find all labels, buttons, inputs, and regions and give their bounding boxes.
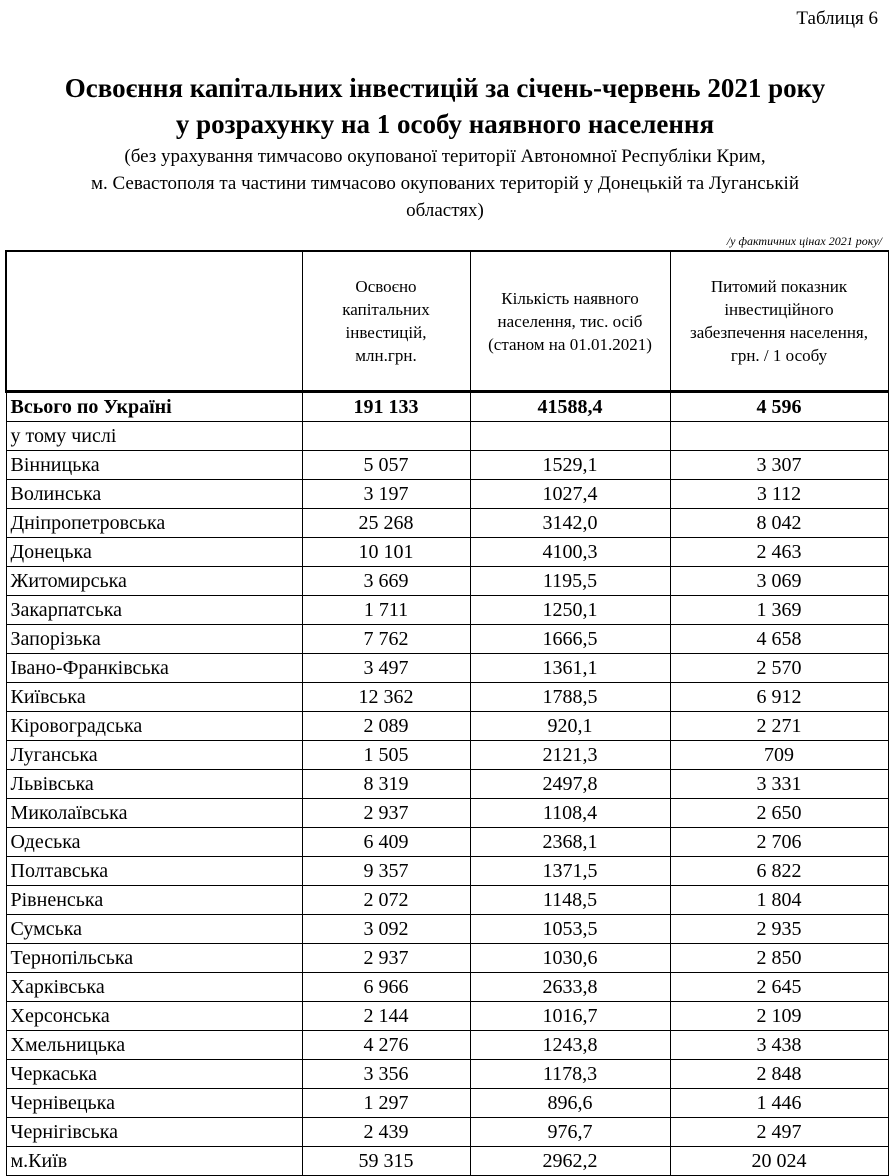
table-row bbox=[6, 1031, 888, 1060]
total-population: 41588,4 bbox=[470, 392, 670, 422]
title-line: Освоєння капітальних інвестицій за січень-червень 2021 року bbox=[64, 73, 826, 103]
invest-value: 2 937 bbox=[302, 944, 470, 973]
per-capita-value: 2 271 bbox=[670, 712, 888, 741]
population-value: 1371,5 bbox=[470, 857, 670, 886]
population-value: 1108,4 bbox=[470, 799, 670, 828]
per-capita-value: 2 463 bbox=[670, 538, 888, 567]
per-capita-value: 2 935 bbox=[670, 915, 888, 944]
region-name: Хмельницька bbox=[6, 1031, 302, 1060]
table-row bbox=[6, 509, 888, 538]
invest-value: 5 057 bbox=[302, 451, 470, 480]
table-row bbox=[6, 480, 888, 509]
population-value: 2497,8 bbox=[470, 770, 670, 799]
invest-value: 2 089 bbox=[302, 712, 470, 741]
header-per-capita bbox=[670, 251, 888, 392]
header-text: забезпечення населення, bbox=[690, 323, 868, 342]
region-name: Тернопільська bbox=[6, 944, 302, 973]
table-row bbox=[6, 1002, 888, 1031]
population-value: 1148,5 bbox=[470, 886, 670, 915]
header-text: грн. / 1 особу bbox=[730, 346, 828, 365]
table-row bbox=[6, 683, 888, 712]
table-row bbox=[6, 973, 888, 1002]
invest-value: 3 669 bbox=[302, 567, 470, 596]
invest-value: 1 711 bbox=[302, 596, 470, 625]
population-value: 1788,5 bbox=[470, 683, 670, 712]
invest-value: 2 937 bbox=[302, 799, 470, 828]
population-value: 1529,1 bbox=[470, 451, 670, 480]
population-value: 3142,0 bbox=[470, 509, 670, 538]
population-value: 1666,5 bbox=[470, 625, 670, 654]
per-capita-value: 2 850 bbox=[670, 944, 888, 973]
header-corner-cell bbox=[6, 251, 302, 392]
invest-value: 1 297 bbox=[302, 1089, 470, 1118]
page-subtitle bbox=[30, 143, 860, 224]
total-invest: 191 133 bbox=[302, 392, 470, 422]
invest-value: 8 319 bbox=[302, 770, 470, 799]
invest-value: 3 497 bbox=[302, 654, 470, 683]
region-name: Сумська bbox=[6, 915, 302, 944]
table-row bbox=[6, 625, 888, 654]
invest-value: 6 409 bbox=[302, 828, 470, 857]
table-row bbox=[6, 451, 888, 480]
table-row bbox=[6, 538, 888, 567]
region-name: Донецька bbox=[6, 538, 302, 567]
region-name: Кіровоградська bbox=[6, 712, 302, 741]
population-value: 2121,3 bbox=[470, 741, 670, 770]
per-capita-value: 1 446 bbox=[670, 1089, 888, 1118]
subtitle-line: (без урахування тимчасово окупованої території Автономної Республіки Крим, bbox=[124, 146, 766, 167]
invest-value: 10 101 bbox=[302, 538, 470, 567]
table-row bbox=[6, 770, 888, 799]
header-invest bbox=[302, 251, 470, 392]
header-text: Питомий показник bbox=[710, 277, 848, 296]
invest-value: 3 092 bbox=[302, 915, 470, 944]
title-line: у розрахунку на 1 особу наявного населення bbox=[175, 109, 715, 139]
table-row bbox=[6, 915, 888, 944]
per-capita-value: 2 570 bbox=[670, 654, 888, 683]
invest-value: 2 072 bbox=[302, 886, 470, 915]
table-row bbox=[6, 799, 888, 828]
invest-value: 1 505 bbox=[302, 741, 470, 770]
table-row bbox=[6, 828, 888, 857]
region-name: Житомирська bbox=[6, 567, 302, 596]
per-capita-value: 8 042 bbox=[670, 509, 888, 538]
subheader-label: у тому числі bbox=[6, 422, 302, 451]
region-name: Черкаська bbox=[6, 1060, 302, 1089]
per-capita-value: 3 307 bbox=[670, 451, 888, 480]
invest-value: 4 276 bbox=[302, 1031, 470, 1060]
population-value: 2633,8 bbox=[470, 973, 670, 1002]
total-per-capita: 4 596 bbox=[670, 392, 888, 422]
per-capita-value: 2 109 bbox=[670, 1002, 888, 1031]
invest-value: 2 439 bbox=[302, 1118, 470, 1147]
region-name: Харківська bbox=[6, 973, 302, 1002]
header-text: Освоєно bbox=[355, 277, 417, 296]
header-text: капітальних bbox=[342, 300, 430, 319]
population-value: 976,7 bbox=[470, 1118, 670, 1147]
region-name: Київська bbox=[6, 683, 302, 712]
table-number-label: Таблиця 6 bbox=[796, 8, 878, 29]
header-population bbox=[470, 251, 670, 392]
header-text: (станом на 01.01.2021) bbox=[488, 334, 652, 354]
per-capita-value: 3 069 bbox=[670, 567, 888, 596]
table-row bbox=[6, 1060, 888, 1089]
region-name: Одеська bbox=[6, 828, 302, 857]
table-row bbox=[6, 944, 888, 973]
total-name: Всього по Україні bbox=[6, 392, 302, 422]
header-text: населення, тис. осіб bbox=[497, 311, 643, 331]
empty-cell bbox=[470, 422, 670, 451]
region-name: Херсонська bbox=[6, 1002, 302, 1031]
region-name: Львівська bbox=[6, 770, 302, 799]
table-row bbox=[6, 1118, 888, 1147]
population-value: 1178,3 bbox=[470, 1060, 670, 1089]
table-row bbox=[6, 712, 888, 741]
table-row bbox=[6, 1089, 888, 1118]
per-capita-value: 3 438 bbox=[670, 1031, 888, 1060]
per-capita-value: 2 650 bbox=[670, 799, 888, 828]
invest-value: 7 762 bbox=[302, 625, 470, 654]
population-value: 1361,1 bbox=[470, 654, 670, 683]
per-capita-value: 20 024 bbox=[670, 1147, 888, 1176]
empty-cell bbox=[302, 422, 470, 451]
per-capita-value: 1 804 bbox=[670, 886, 888, 915]
subtitle-line: областях) bbox=[406, 200, 484, 221]
region-name: Полтавська bbox=[6, 857, 302, 886]
region-name: м.Київ bbox=[6, 1147, 302, 1176]
table-row bbox=[6, 596, 888, 625]
region-name: Луганська bbox=[6, 741, 302, 770]
population-value: 920,1 bbox=[470, 712, 670, 741]
population-value: 2962,2 bbox=[470, 1147, 670, 1176]
region-name: Чернігівська bbox=[6, 1118, 302, 1147]
invest-value: 6 966 bbox=[302, 973, 470, 1002]
region-name: Волинська bbox=[6, 480, 302, 509]
region-name: Рівненська bbox=[6, 886, 302, 915]
per-capita-value: 2 706 bbox=[670, 828, 888, 857]
table-row bbox=[6, 654, 888, 683]
region-name: Миколаївська bbox=[6, 799, 302, 828]
header-text: інвестицій, bbox=[345, 323, 427, 342]
per-capita-value: 1 369 bbox=[670, 596, 888, 625]
empty-cell bbox=[670, 422, 888, 451]
table-row bbox=[6, 567, 888, 596]
per-capita-value: 4 658 bbox=[670, 625, 888, 654]
table-row bbox=[6, 886, 888, 915]
region-name: Івано-Франківська bbox=[6, 654, 302, 683]
per-capita-value: 2 848 bbox=[670, 1060, 888, 1089]
subtitle-line: м. Севастополя та частини тимчасово окупованих територій у Донецькій та Луганській bbox=[91, 173, 799, 194]
invest-value: 25 268 bbox=[302, 509, 470, 538]
per-capita-value: 709 bbox=[670, 741, 888, 770]
population-value: 1030,6 bbox=[470, 944, 670, 973]
population-value: 4100,3 bbox=[470, 538, 670, 567]
total-row bbox=[6, 392, 888, 422]
region-name: Закарпатська bbox=[6, 596, 302, 625]
region-name: Дніпропетровська bbox=[6, 509, 302, 538]
invest-value: 12 362 bbox=[302, 683, 470, 712]
invest-value: 9 357 bbox=[302, 857, 470, 886]
region-name: Вінницька bbox=[6, 451, 302, 480]
table-row bbox=[6, 1147, 888, 1176]
invest-value: 3 197 bbox=[302, 480, 470, 509]
invest-value: 3 356 bbox=[302, 1060, 470, 1089]
population-value: 1250,1 bbox=[470, 596, 670, 625]
per-capita-value: 2 497 bbox=[670, 1118, 888, 1147]
table-header-row bbox=[6, 251, 888, 392]
invest-value: 59 315 bbox=[302, 1147, 470, 1176]
population-value: 1053,5 bbox=[470, 915, 670, 944]
unit-note: /у фактичних цінах 2021 року/ bbox=[726, 234, 882, 248]
per-capita-value: 6 822 bbox=[670, 857, 888, 886]
population-value: 1016,7 bbox=[470, 1002, 670, 1031]
population-value: 1027,4 bbox=[470, 480, 670, 509]
population-value: 1243,8 bbox=[470, 1031, 670, 1060]
per-capita-value: 6 912 bbox=[670, 683, 888, 712]
investment-table bbox=[5, 250, 889, 1176]
per-capita-value: 3 112 bbox=[670, 480, 888, 509]
table-row bbox=[6, 741, 888, 770]
region-name: Чернівецька bbox=[6, 1089, 302, 1118]
population-value: 896,6 bbox=[470, 1089, 670, 1118]
header-text: інвестиційного bbox=[724, 300, 834, 319]
population-value: 1195,5 bbox=[470, 567, 670, 596]
header-text: Кількість наявного bbox=[501, 288, 639, 308]
table-row bbox=[6, 857, 888, 886]
header-text: млн.грн. bbox=[355, 346, 417, 365]
subheader-row bbox=[6, 422, 888, 451]
per-capita-value: 3 331 bbox=[670, 770, 888, 799]
per-capita-value: 2 645 bbox=[670, 973, 888, 1002]
page-title bbox=[0, 70, 890, 142]
region-name: Запорізька bbox=[6, 625, 302, 654]
population-value: 2368,1 bbox=[470, 828, 670, 857]
invest-value: 2 144 bbox=[302, 1002, 470, 1031]
